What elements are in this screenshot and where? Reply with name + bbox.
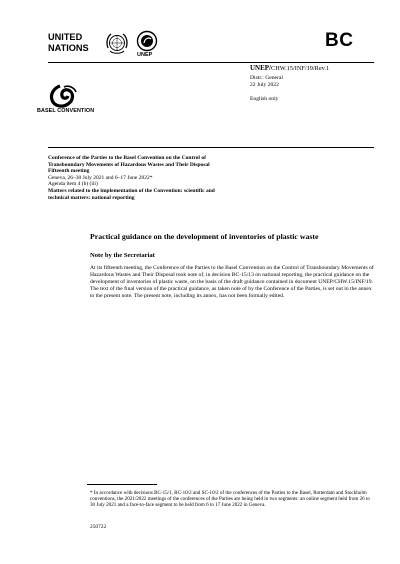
basel-label: BASEL CONVENTION [37, 108, 95, 114]
unep-logo-icon [136, 30, 158, 52]
un-wordmark [48, 32, 89, 54]
meeting-rule [48, 147, 374, 148]
meeting-block [48, 155, 218, 201]
document-title: Practical guidance on the development of inventories of plastic waste [90, 232, 319, 241]
footnote: * In accordance with decisions BC-15/1, RC-10/2 and SC-10/2 of the conferences of the Parties to the Basel, Rotterdam and Stockholm conventions, the 2021/2022 meetings of the conferences of the Parties are being held in two segments: an online segment held from 26 to 30 July 2021 and a face-to-face segment to be held from 6 to 17 June 2022 in Geneva. [90, 490, 370, 509]
doc-symbol-rest: CHW.15/INF/19/Rev.1 [271, 65, 330, 72]
org-line-1: UNITED [48, 32, 83, 42]
conference-name: Conference of the Parties to the Basel Convention on the Control of Transboundary Movements of Hazardous Wastes and Their Disposal [48, 155, 210, 168]
meeting-dates: Geneva, 26–30 July 2021 and 6–17 June 2022* [48, 174, 153, 181]
org-line-2: NATIONS [48, 43, 89, 53]
header-rule [48, 62, 374, 63]
unep-label: UNEP [137, 52, 153, 58]
un-emblem-icon [104, 31, 130, 57]
language-line: English only [250, 96, 279, 102]
footnote-rule [87, 484, 157, 485]
body-paragraph: At its fifteenth meeting, the Conference of the Parties to the Basel Convention on the Control of Transboundary Movements of Hazardous Wastes and Their Disposal took note of, in decision BC-15/13 on national reporting, the practical guidance on the development of inventories of plastic waste, on the basis of the draft guidance contained in document UNEP/CHW.15/INF/19. The text of the final version of the practical guidance, as taken note of by the Conference of the Parties, is set out in the annex to the present note. The present note, including its annex, has not been formally edited. [90, 265, 374, 299]
date-line: 22 July 2022 [250, 82, 279, 89]
distr-line: Distr.: General [250, 75, 283, 81]
document-subtitle: Note by the Secretariat [90, 252, 155, 259]
document-number: 250722 [90, 524, 107, 530]
session-name: Fifteenth meeting [48, 168, 90, 175]
bc-code: BC [325, 30, 354, 51]
distribution-info [250, 75, 283, 89]
basel-convention-logo-icon [44, 84, 82, 110]
agenda-title: Matters related to the implementation of the Convention: scientific and technical matters: national reporting [48, 187, 215, 201]
agenda-item: Agenda item 4 (b) (iii) [48, 181, 98, 188]
document-symbol [250, 64, 329, 72]
doc-symbol-prefix: UNEP/ [250, 64, 271, 72]
